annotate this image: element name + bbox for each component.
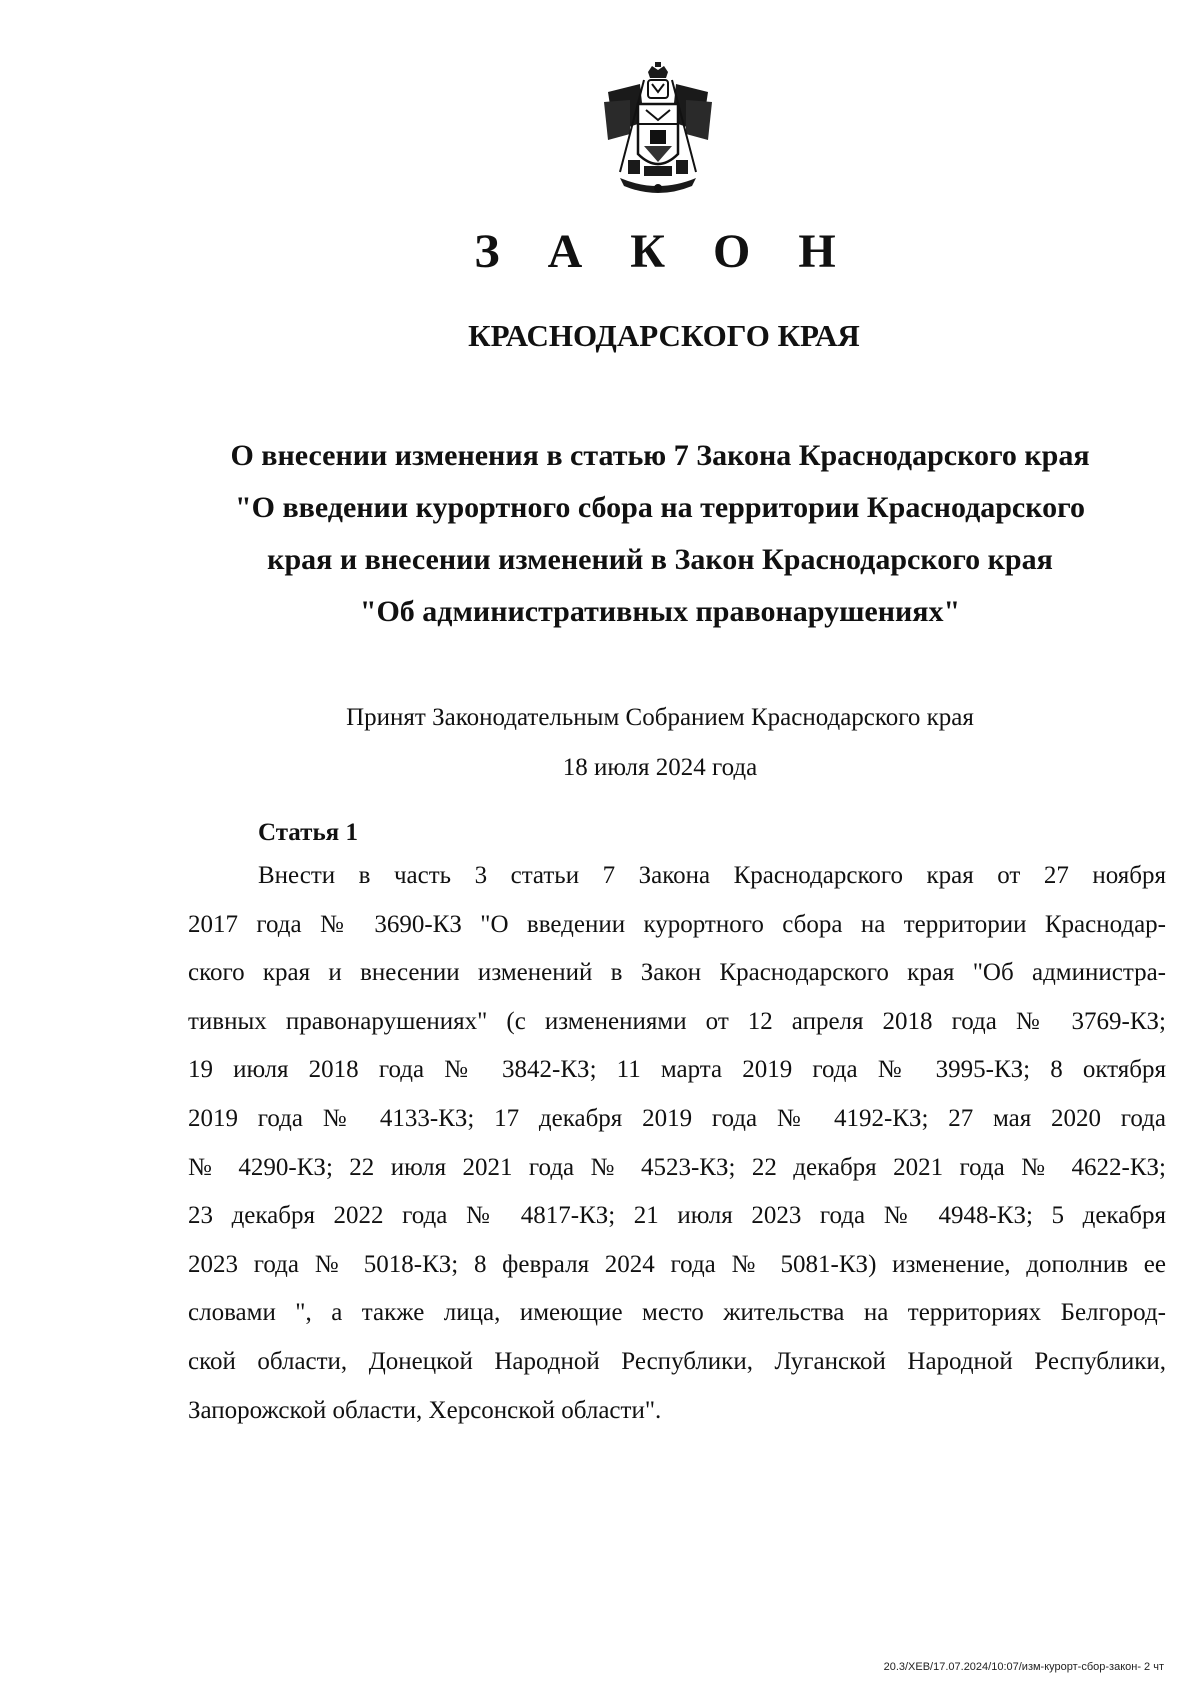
article-line: 19 июля 2018 года № 3842-КЗ; 11 марта 2019 года № 3995-КЗ; 8 октября [188, 1056, 1166, 1084]
article-line: 23 декабря 2022 года № 4817-КЗ; 21 июля 2023 года № 4948-КЗ; 5 декабря [188, 1202, 1166, 1230]
footer-stamp: 20.3/ХЕВ/17.07.2024/10:07/изм-курорт-сбор-закон- 2 чт [883, 1661, 1164, 1673]
article-line: № 4290-КЗ; 22 июля 2021 года № 4523-КЗ; 22 декабря 2021 года № 4622-КЗ; [188, 1153, 1166, 1181]
article-line: 2023 года № 5018-КЗ; 8 февраля 2024 года № 5081-КЗ) изменение, дополнив ее [188, 1250, 1166, 1278]
law-name-line: О внесении изменения в статью 7 Закона Краснодарского края [230, 439, 1090, 472]
article-line: ского края и внесении изменений в Закон Краснодарского края "Об администра- [188, 959, 1166, 987]
coat-of-arms-icon [600, 62, 716, 198]
article-line: тивных правонарушениях" (с изменениями от 12 апреля 2018 года № 3769-КЗ; [188, 1007, 1166, 1035]
document-title: З А К О Н [474, 225, 854, 278]
law-name-line: "О введении курортного сбора на территории Краснодарского [234, 491, 1086, 524]
krasnodar-emblem-drawing [600, 62, 716, 198]
article-line: ской области, Донецкой Народной Республики, Луганской Народной Республики, [188, 1347, 1166, 1375]
adoption-line: Принят Законодательным Собранием Краснодарского края [346, 704, 974, 731]
article-line: 2017 года № 3690-КЗ "О введении курортного сбора на территории Краснодар- [188, 910, 1166, 938]
adoption-date: 18 июля 2024 года [562, 754, 758, 781]
adoption-note [160, 693, 1160, 793]
law-name [160, 430, 1160, 638]
article-line: словами ", а также лица, имеющие место жительства на территориях Белгород- [188, 1299, 1166, 1327]
article-line: Внести в часть 3 статьи 7 Закона Краснодарского края от 27 ноября [258, 862, 1166, 889]
law-name-line: "Об административных правонарушениях" [359, 595, 961, 628]
article-body [188, 852, 1166, 1435]
document-subtitle: КРАСНОДАРСКОГО КРАЯ [468, 318, 860, 353]
article-line: 2019 года № 4133-КЗ; 17 декабря 2019 года № 4192-КЗ; 27 мая 2020 года [188, 1104, 1166, 1132]
article-line: Запорожской области, Херсонской области". [188, 1396, 662, 1424]
article-heading: Статья 1 [258, 819, 358, 846]
law-name-line: края и внесении изменений в Закон Краснодарского края [267, 543, 1053, 576]
